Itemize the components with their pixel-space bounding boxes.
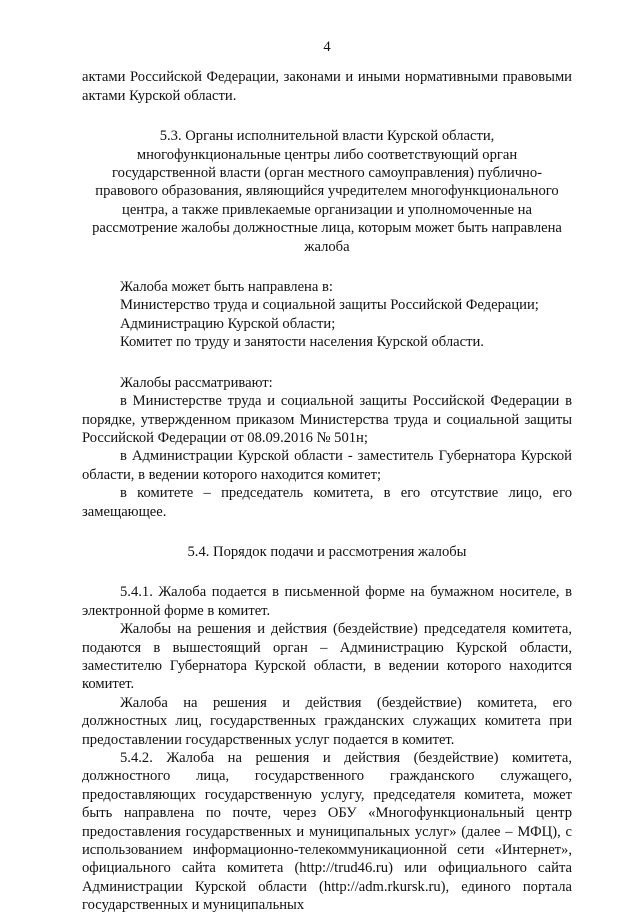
section-5-4-paragraph: Жалоба на решения и действия (бездействие) комитета, его должностных лиц, государственных гражданских служащих комитета при предоставлении государственных услуг подается в комитет. <box>82 694 572 748</box>
recipient-item: Министерство труда и социальной защиты Российской Федерации; <box>120 297 539 314</box>
document-page <box>82 38 572 915</box>
page-number: 4 <box>323 39 331 55</box>
intro-paragraph: актами Российской Федерации, законами и иными нормативными правовыми актами Курской области. <box>82 69 572 104</box>
may-be-sent-intro: Жалоба может быть направлена в: <box>120 279 333 296</box>
reviewer-item: в комитете – председатель комитета, в его отсутствие лицо, его замещающее. <box>82 485 572 520</box>
section-5-4-paragraph: 5.4.2. Жалоба на решения и действия (бездействие) комитета, должностного лица, государственного гражданского служащего, предоставляющих государственную услугу, председателя комитета, может быть направлена по почте, через ОБУ «Многофункциональный центр предоставления государственных и муниципальных услуг» (далее – МФЦ), с использованием информационно-телекоммуникационной сети «Интернет», официального сайта комитета (http://trud46.ru) или официального сайта Администрации Курской области (http://adm.rkursk.ru), единого портала государственных и муниципальных <box>82 750 572 914</box>
section-5-4-title: 5.4. Порядок подачи и рассмотрения жалобы <box>187 543 467 560</box>
recipient-item: Администрацию Курской области; <box>120 315 336 332</box>
reviewers-intro: Жалобы рассматривают: <box>120 374 273 391</box>
section-5-4-paragraph: 5.4.1. Жалоба подается в письменной форме на бумажном носителе, в электронной форме в комитет. <box>82 584 572 619</box>
reviewer-item: в Министерстве труда и социальной защиты Российской Федерации в порядке, утвержденном приказом Министерства труда и социальной защиты Российской Федерации от 08.09.2016 № 501н; <box>82 393 572 446</box>
reviewer-item: в Администрации Курской области - заместитель Губернатора Курской области, в ведении которого находится комитет; <box>82 448 572 483</box>
recipient-item: Комитет по труду и занятости населения Курской области. <box>120 334 484 351</box>
section-5-3-title: 5.3. Органы исполнительной власти Курской области, многофункциональные центры либо соответствующий орган государственной власти (орган местного самоуправления) публично-правового образования, являющийся учредителем многофункционального центра, а также привлекаемые организации и уполномоченные на рассмотрение жалобы должностные лица, которым может быть направлена жалоба <box>92 128 562 255</box>
section-5-4-paragraph: Жалобы на решения и действия (бездействие) председателя комитета, подаются в вышестоящий орган – Администрацию Курской области, заместителю Губернатора Курской области, в ведении которого находится комитет. <box>82 621 572 693</box>
